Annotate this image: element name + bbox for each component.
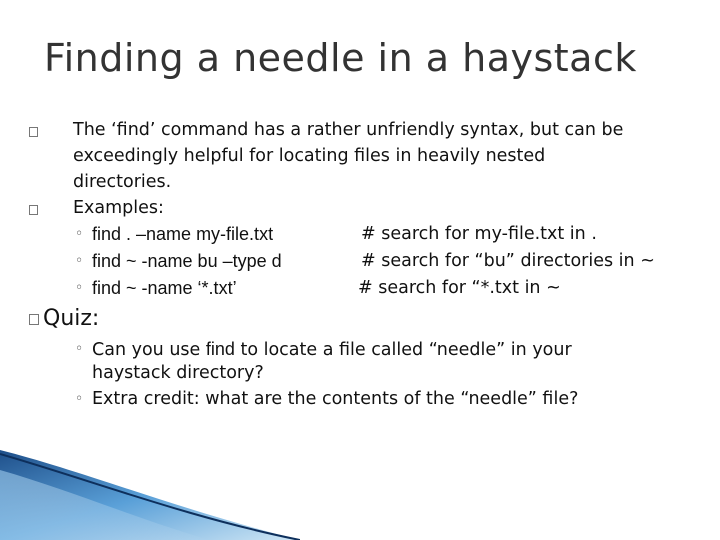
quiz-label: Quiz: <box>43 306 100 331</box>
quiz-item-text: to locate a file called “needle” in your <box>234 340 572 360</box>
example-command: find ~ -name bu –type d <box>92 251 282 271</box>
example-comment: # search for “bu” directories in ~ <box>361 251 655 271</box>
circle-bullet-icon: ◦ <box>75 341 84 357</box>
quiz-item: Extra credit: what are the contents of the “needle” file? <box>92 389 579 409</box>
page-title: Finding a needle in a haystack <box>44 36 637 80</box>
bullet-text-line: Examples: <box>73 198 164 218</box>
decorative-swoosh-graphic <box>0 440 300 540</box>
circle-bullet-icon: ◦ <box>75 280 84 296</box>
quiz-item <box>92 336 572 363</box>
example-comment: # search for “*.txt in ~ <box>358 278 561 298</box>
example-command: find . –name my-file.txt <box>92 224 274 244</box>
bullet-text-line: exceedingly helpful for locating files in heavily nested <box>73 146 546 166</box>
bullet-text-line: directories. <box>73 172 172 192</box>
example-comment: # search for my-file.txt in . <box>361 224 597 244</box>
quiz-item-text: Can you use <box>92 340 206 360</box>
circle-bullet-icon: ◦ <box>75 253 84 269</box>
square-bullet-icon <box>29 127 38 137</box>
circle-bullet-icon: ◦ <box>75 391 84 407</box>
bullet-text-line: The ‘find’ command has a rather unfriendly syntax, but can be <box>73 120 624 140</box>
quiz-keyword: find <box>205 339 235 359</box>
square-bullet-icon <box>29 314 39 325</box>
example-command: find ~ -name ‘*.txt’ <box>92 278 237 298</box>
circle-bullet-icon: ◦ <box>75 226 84 242</box>
quiz-item-line: haystack directory? <box>92 363 264 383</box>
square-bullet-icon <box>29 205 38 215</box>
